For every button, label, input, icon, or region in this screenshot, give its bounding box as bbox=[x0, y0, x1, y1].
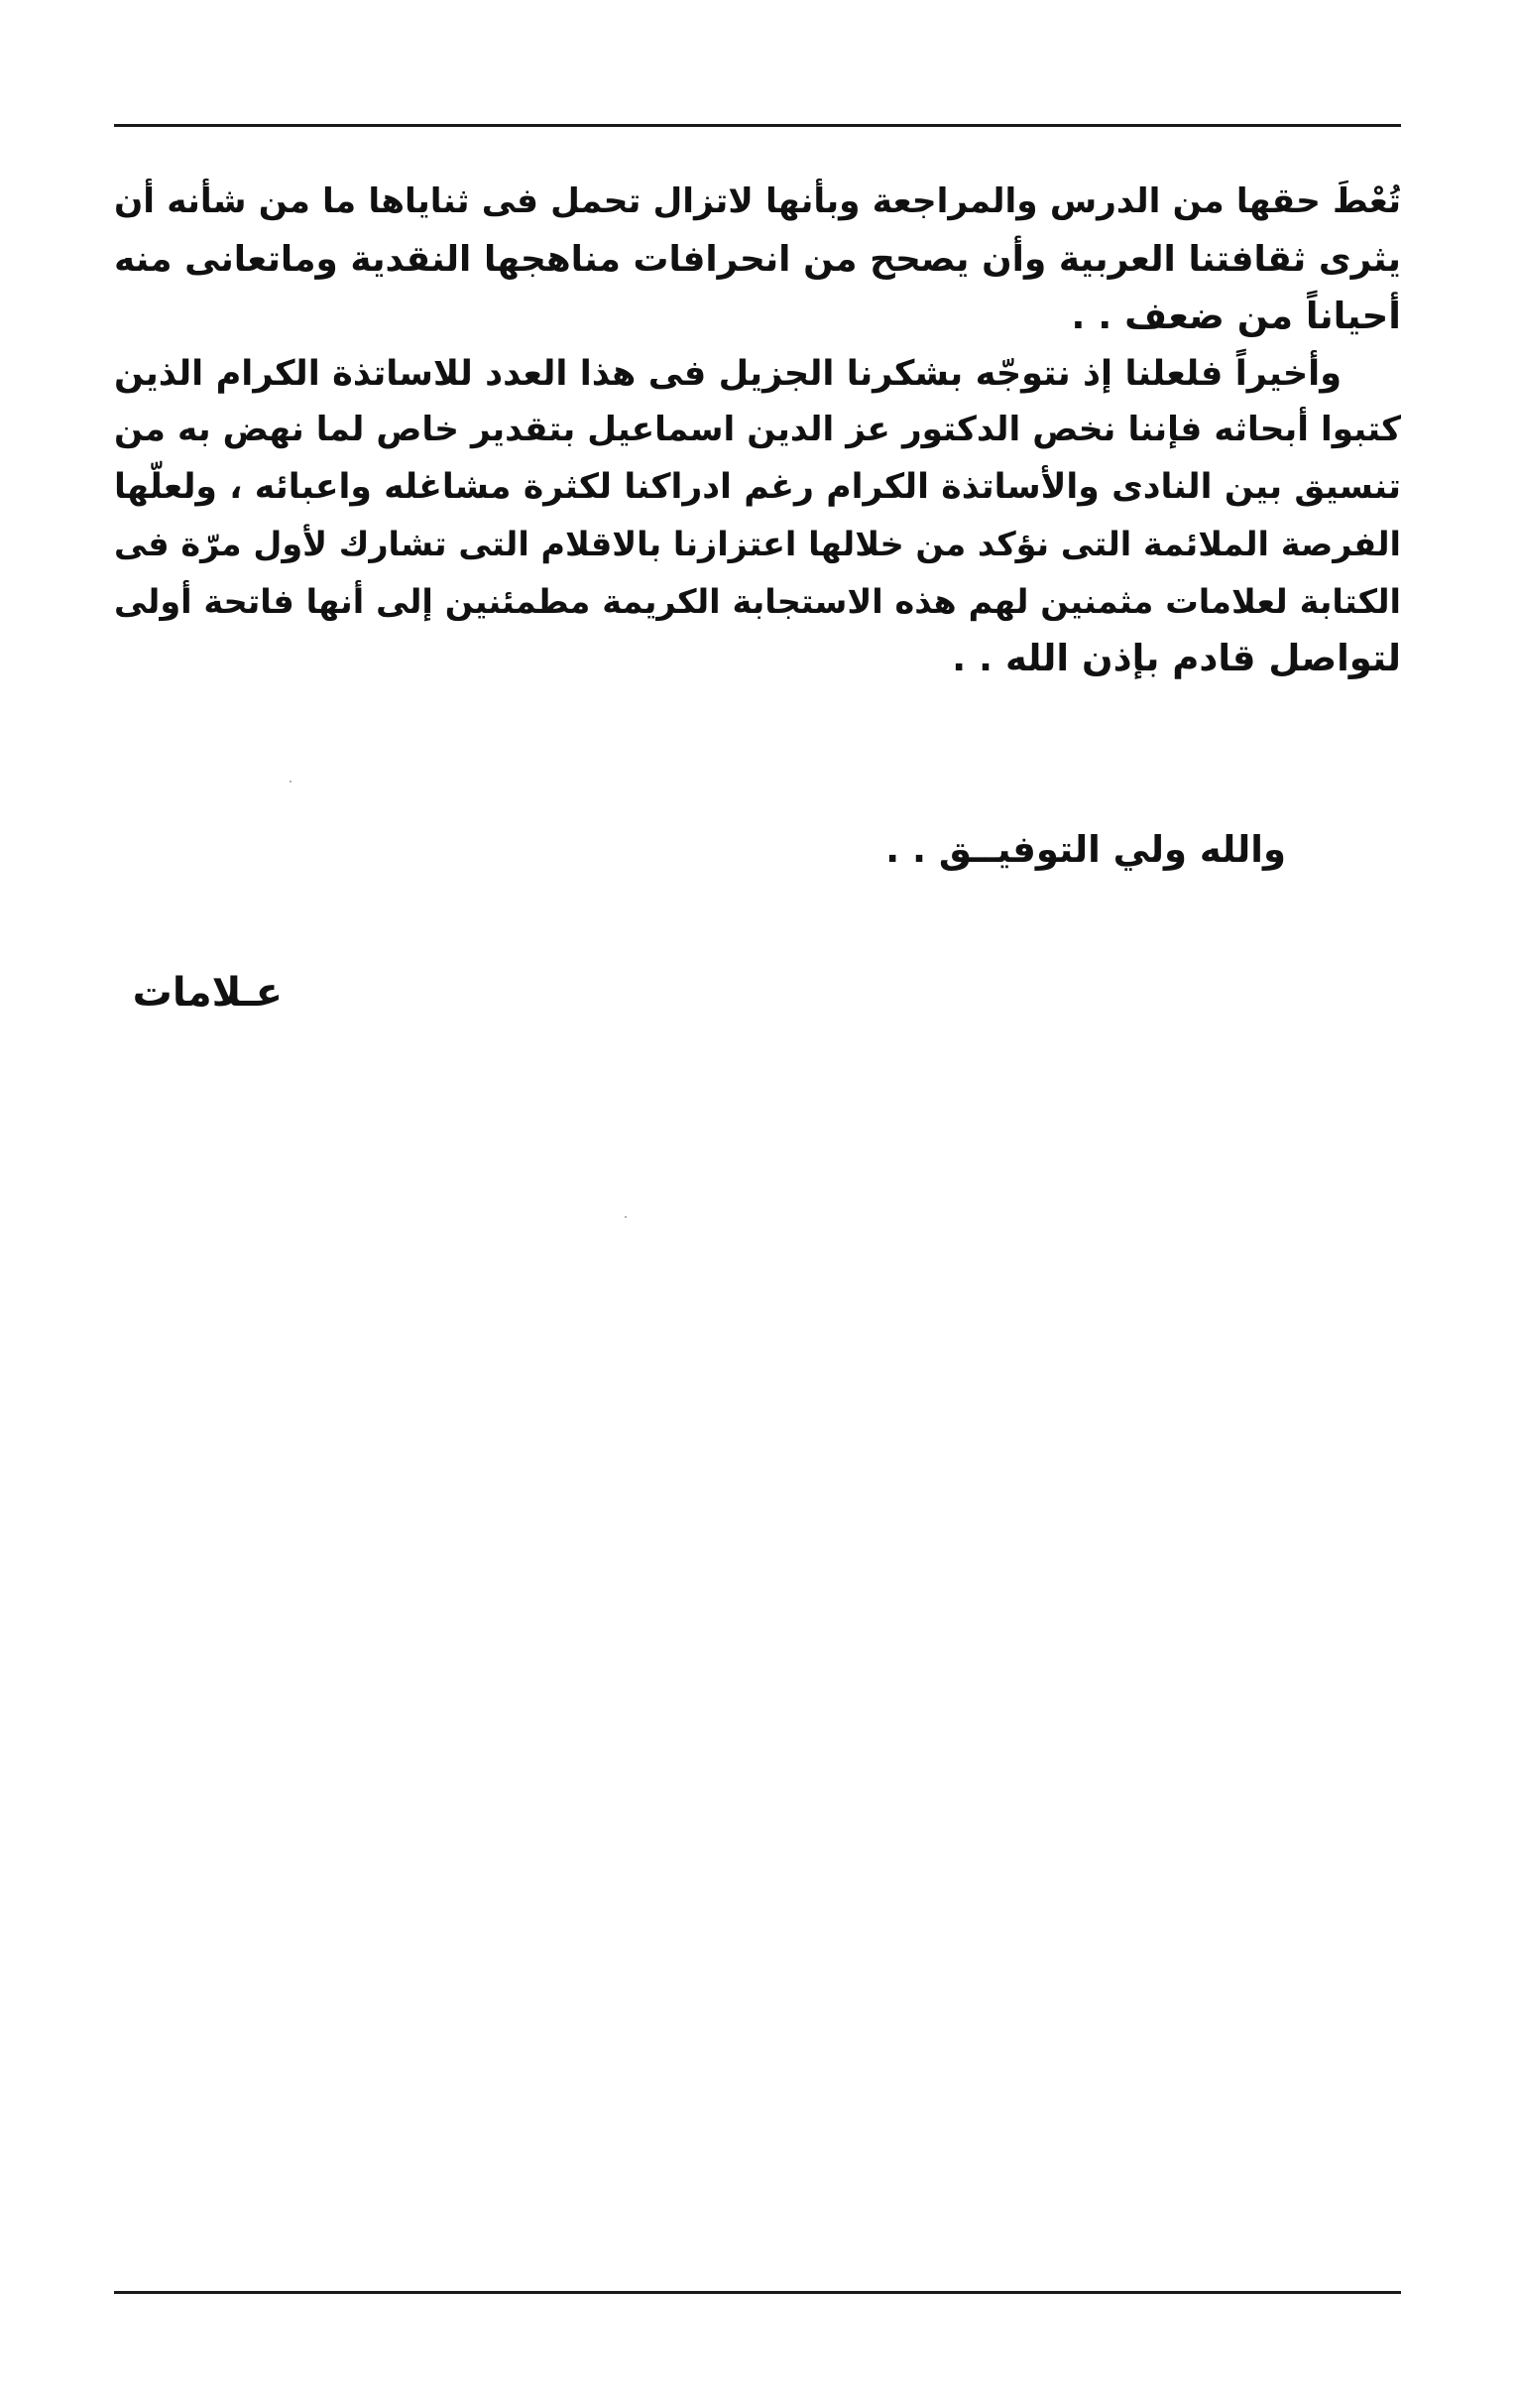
body-line-4: وأخيراً فلعلنا إذ نتوجّه بشكرنا الجزيل فى هذا العدد للاساتذة الكرام الذين bbox=[114, 352, 1342, 394]
body-line-1: تُعْطَ حقها من الدرس والمراجعة وبأنها لاتزال تحمل فى ثناياها ما من شأنه أن bbox=[114, 181, 1401, 221]
body-line-9: لتواصل قادم بإذن الله . . bbox=[952, 637, 1401, 679]
scan-speck bbox=[625, 1216, 627, 1218]
top-rule bbox=[114, 124, 1401, 127]
bottom-rule bbox=[114, 2291, 1401, 2294]
body-text bbox=[114, 174, 1401, 687]
body-line-3: أحياناً من ضعف . . bbox=[1071, 295, 1401, 337]
body-line-7: الفرصة الملائمة التى نؤكد من خلالها اعتزازنا بالاقلام التى تشارك لأول مرّة فى bbox=[114, 525, 1401, 563]
body-line-5: كتبوا أبحاثه فإننا نخص الدكتور عز الدين اسماعيل بتقدير خاص لما نهض به من bbox=[114, 410, 1401, 449]
section-heading: عـلامات bbox=[132, 970, 283, 1016]
body-line-8: الكتابة لعلامات مثمنين لهم هذه الاستجابة الكريمة مطمئنين إلى أنها فاتحة أولى bbox=[114, 581, 1401, 621]
body-line-2: يثرى ثقافتنا العربية وأن يصحح من انحرافات مناهجها النقدية وماتعانى منه bbox=[114, 238, 1401, 280]
closing-line: والله ولي التوفيــق . . bbox=[885, 828, 1286, 871]
body-line-6: تنسيق بين النادى والأساتذة الكرام رغم ادراكنا لكثرة مشاغله واعبائه ، ولعلّها bbox=[114, 466, 1401, 507]
scan-speck bbox=[290, 781, 292, 783]
